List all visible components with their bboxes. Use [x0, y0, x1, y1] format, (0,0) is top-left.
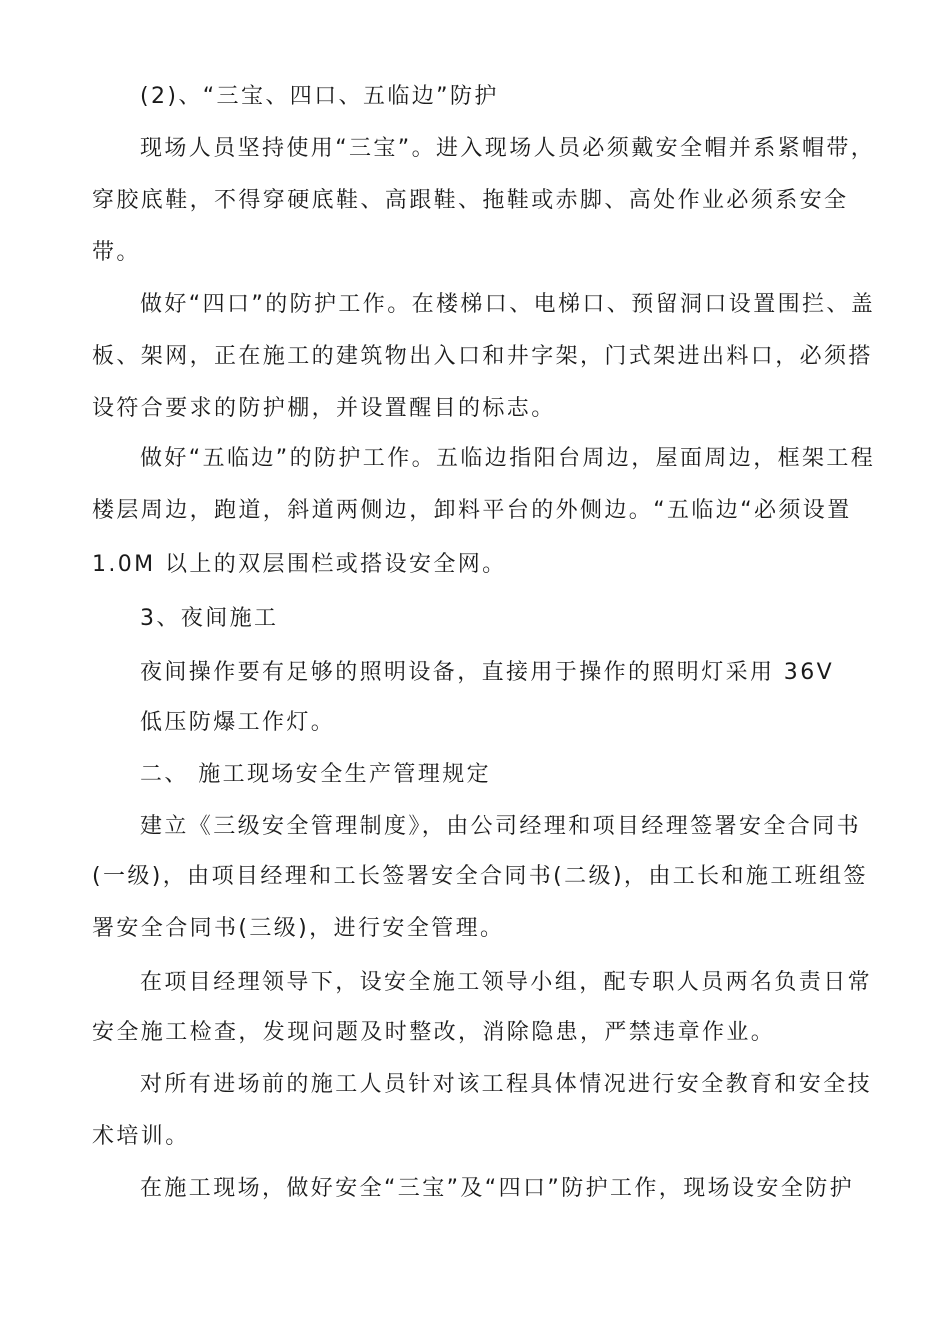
paragraph-line: 穿胶底鞋，不得穿硬底鞋、高跟鞋、拖鞋或赤脚、高处作业必须系安全: [92, 188, 849, 213]
section-heading: (2)、“三宝、四口、五临边”防护: [140, 84, 499, 109]
paragraph-line: 夜间操作要有足够的照明设备，直接用于操作的照明灯采用 36V: [140, 660, 835, 685]
paragraph-line: 在项目经理领导下，设安全施工领导小组，配专职人员两名负责日常: [140, 970, 873, 995]
paragraph-line: 术培训。: [92, 1124, 190, 1149]
paragraph-line: (一级)，由项目经理和工长签署安全合同书(二级)，由工长和施工班组签: [92, 864, 868, 889]
section-heading: 3、夜间施工: [140, 606, 279, 631]
paragraph-line: 低压防爆工作灯。: [140, 710, 336, 735]
paragraph-line: 做好“五临边”的防护工作。五临边指阳台周边，屋面周边，框架工程: [140, 446, 876, 471]
section-heading: 二、 施工现场安全生产管理规定: [140, 762, 491, 787]
paragraph-line: 对所有进场前的施工人员针对该工程具体情况进行安全教育和安全技: [140, 1072, 873, 1097]
paragraph-line: 安全施工检查，发现问题及时整改，消除隐患，严禁违章作业。: [92, 1020, 776, 1045]
paragraph-line: 1.0M 以上的双层围栏或搭设安全网。: [92, 552, 507, 577]
paragraph-line: 楼层周边，跑道，斜道两侧边，卸料平台的外侧边。“五临边“必须设置: [92, 498, 852, 523]
paragraph-line: 设符合要求的防护棚，并设置醒目的标志。: [92, 396, 556, 421]
paragraph-line: 做好“四口”的防护工作。在楼梯口、电梯口、预留洞口设置围拦、盖: [140, 292, 876, 317]
paragraph-line: 署安全合同书(三级)，进行安全管理。: [92, 916, 505, 941]
paragraph-line: 板、架网，正在施工的建筑物出入口和井字架，门式架进出料口，必须搭: [92, 344, 873, 369]
paragraph-line: 建立《三级安全管理制度》，由公司经理和项目经理签署安全合同书: [140, 814, 862, 839]
paragraph-line: 在施工现场，做好安全“三宝”及“四口”防护工作，现场设安全防护: [140, 1176, 854, 1201]
paragraph-line: 带。: [92, 240, 141, 265]
paragraph-line: 现场人员坚持使用“三宝”。进入现场人员必须戴安全帽并系紧帽带，: [140, 136, 876, 161]
